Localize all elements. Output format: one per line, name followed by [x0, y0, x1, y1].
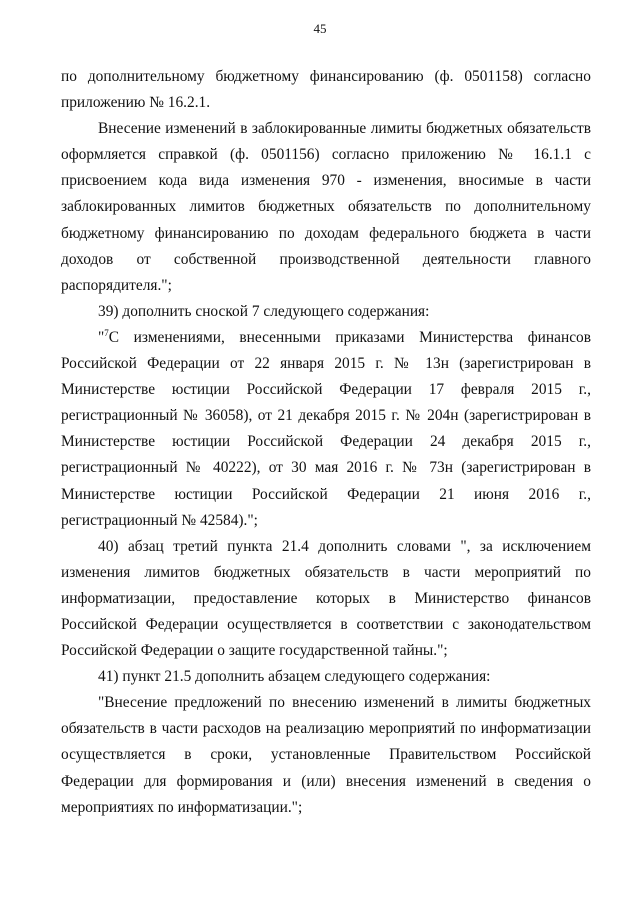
- paragraph-item-41: 41) пункт 21.5 дополнить абзацем следующего содержания:: [98, 668, 491, 686]
- paragraph-blocked-limits: Внесение изменений в заблокированные лимиты бюджетных обязательств оформляется справкой (ф. 0501156) согласно приложению № 16.1.1 с присвоением кода вида изменения 970 - изменения, вносимые в части заблокированных лимитов бюджетных обязательств по дополнительному бюджетному финансированию по доходам федерального бюджета в части доходов от собственной производственной деятельности главного распорядителя.";: [61, 120, 591, 294]
- page-number: 45: [313, 21, 327, 36]
- paragraph-new-clause: "Внесение предложений по внесению изменений в лимиты бюджетных обязательств в части расходов на реализацию мероприятий по информатизации осуществляется в сроки, установленные Правительством Российской Федерации для формирования и (или) внесения изменений в сведения о мероприятиях по информатизации.";: [61, 694, 591, 816]
- footnote-text: С изменениями, внесенными приказами Министерства финансов Российской Федерации от 22 января 2015 г. № 13н (зарегистрирован в Министерстве юстиции Российской Федерации 17 февраля 2015 г., регистрационный № 36058), от 21 декабря 2015 г. № 204н (зарегистрирован в Министерстве юстиции Российской Федерации 24 декабря 2015 г., регистрационный № 40222), от 30 мая 2016 г. № 73н (зарегистрирован в Министерстве юстиции Российской Федерации 21 июня 2016 г., регистрационный № 42584).";: [61, 328, 591, 529]
- footnote-quote-open: ": [98, 328, 105, 346]
- paragraph-item-39: 39) дополнить сноской 7 следующего содержания:: [98, 302, 430, 320]
- document-body: [61, 64, 591, 821]
- paragraph-footnote-7: [61, 325, 591, 534]
- footnote-mark: 7: [104, 327, 109, 338]
- paragraph-item-40: 40) абзац третий пункта 21.4 дополнить словами ", за исключением изменения лимитов бюджетных обязательств в части мероприятий по информатизации, предоставление которых в Министерство финансов Российской Федерации осуществляется в соответствии с законодательством Российской Федерации о защите государственной тайны.";: [61, 537, 591, 660]
- paragraph-continuation: по дополнительному бюджетному финансированию (ф. 0501158) согласно приложению № 16.2.1.: [61, 68, 591, 112]
